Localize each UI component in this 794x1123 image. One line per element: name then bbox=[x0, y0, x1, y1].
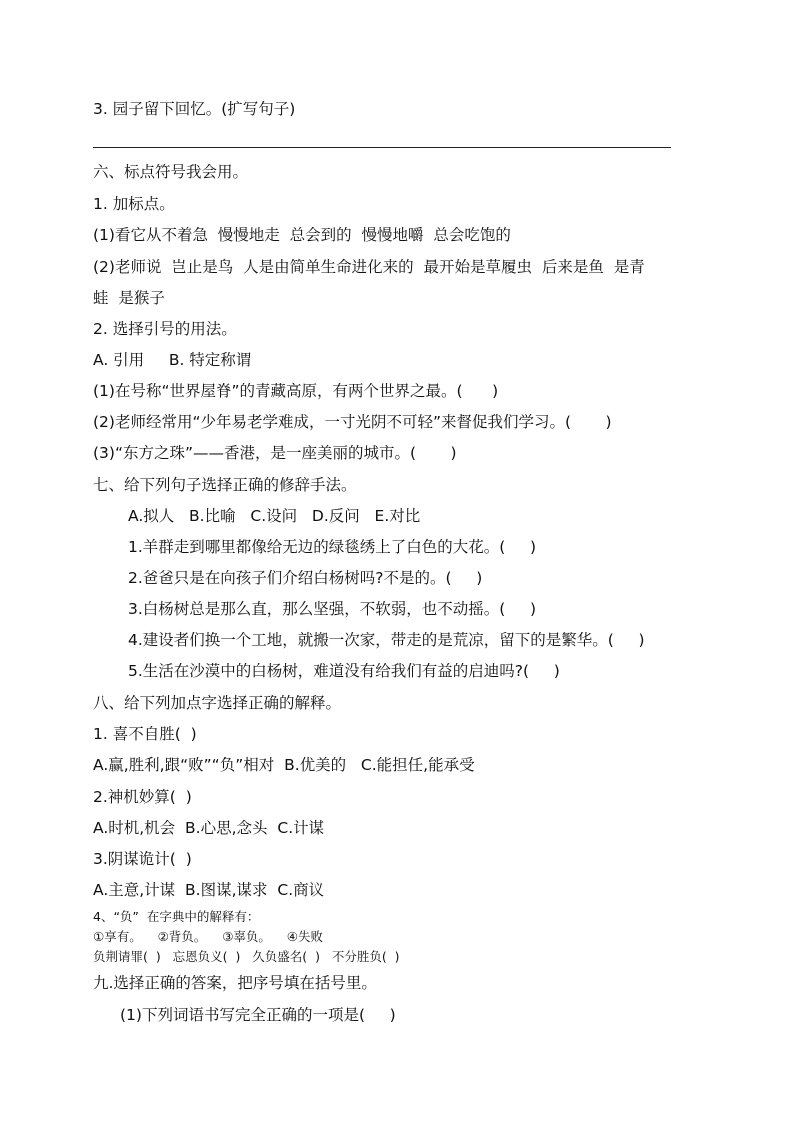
line-6: 蛙 是猴子 bbox=[93, 289, 165, 307]
section-9-heading: 九.选择正确的答案，把序号填在括号里。 bbox=[93, 974, 377, 992]
line-8: A. 引用 B. 特定称谓 bbox=[93, 351, 252, 369]
line-5: (2)老师说 岂止是鸟 人是由简单生命进化来的 最开始是草履虫 后来是鱼 是青 bbox=[93, 258, 645, 276]
line-7: 2. 选择引号的用法。 bbox=[93, 320, 237, 338]
line-18: 5.生活在沙漠中的白杨树，难道没有给我们有益的启迪吗?( ) bbox=[128, 662, 560, 680]
line-17: 4.建设者们换一个工地，就搬一次家，带走的是荒凉，留下的是繁华。( ) bbox=[128, 631, 645, 649]
line-30: (1)下列词语书写完全正确的一项是( ) bbox=[120, 1006, 396, 1024]
line-27: ①享有。 ②背负。 ③辜负。 ④失败 bbox=[93, 929, 324, 944]
line-24: 3.阴谋诡计( ) bbox=[93, 850, 192, 868]
line-26: 4、“负” 在字典中的解释有： bbox=[93, 909, 260, 924]
line-4: (1)看它从不着急 慢慢地走 总会到的 慢慢地嚼 总会吃饱的 bbox=[93, 226, 511, 244]
section-6-heading: 六、标点符号我会用。 bbox=[93, 163, 249, 181]
line-20: 1. 喜不自胜( ) bbox=[93, 725, 197, 743]
line-23: A.时机,机会 B.心思,念头 C.计谋 bbox=[93, 819, 325, 837]
line-22: 2.神机妙算( ) bbox=[93, 788, 192, 806]
line-25: A.主意,计谋 B.图谋,谋求 C.商议 bbox=[93, 881, 325, 899]
section-7-heading: 七、给下列句子选择正确的修辞手法。 bbox=[93, 476, 357, 494]
section-8-heading: 八、给下列加点字选择正确的解释。 bbox=[93, 694, 342, 712]
line-3: 1. 加标点。 bbox=[93, 195, 175, 213]
line-15: 2.爸爸只是在向孩子们介绍白杨树吗?不是的。( ) bbox=[128, 569, 483, 587]
line-10: (2)老师经常用“少年易老学难成，一寸光阴不可轻”来督促我们学习。( ) bbox=[93, 413, 612, 431]
line-1: 3. 园子留下回忆。(扩写句子) bbox=[93, 100, 296, 118]
line-14: 1.羊群走到哪里都像给无边的绿毯绣上了白色的大花。( ) bbox=[128, 538, 537, 556]
line-16: 3.白杨树总是那么直，那么坚强，不软弱，也不动摇。( ) bbox=[128, 600, 537, 618]
answer-line bbox=[93, 147, 671, 148]
line-28: 负荆请罪( ) 忘恩负义( ) 久负盛名( ) 不分胜负( ) bbox=[93, 949, 400, 964]
line-21: A.赢,胜利,跟“败”“负”相对 B.优美的 C.能担任,能承受 bbox=[93, 756, 475, 774]
line-11: (3)“东方之珠”——香港，是一座美丽的城市。( ) bbox=[93, 444, 457, 462]
line-9: (1)在号称“世界屋脊”的青藏高原，有两个世界之最。( ) bbox=[93, 382, 499, 400]
line-13: A.拟人 B.比喻 C.设问 D.反问 E.对比 bbox=[128, 507, 421, 525]
